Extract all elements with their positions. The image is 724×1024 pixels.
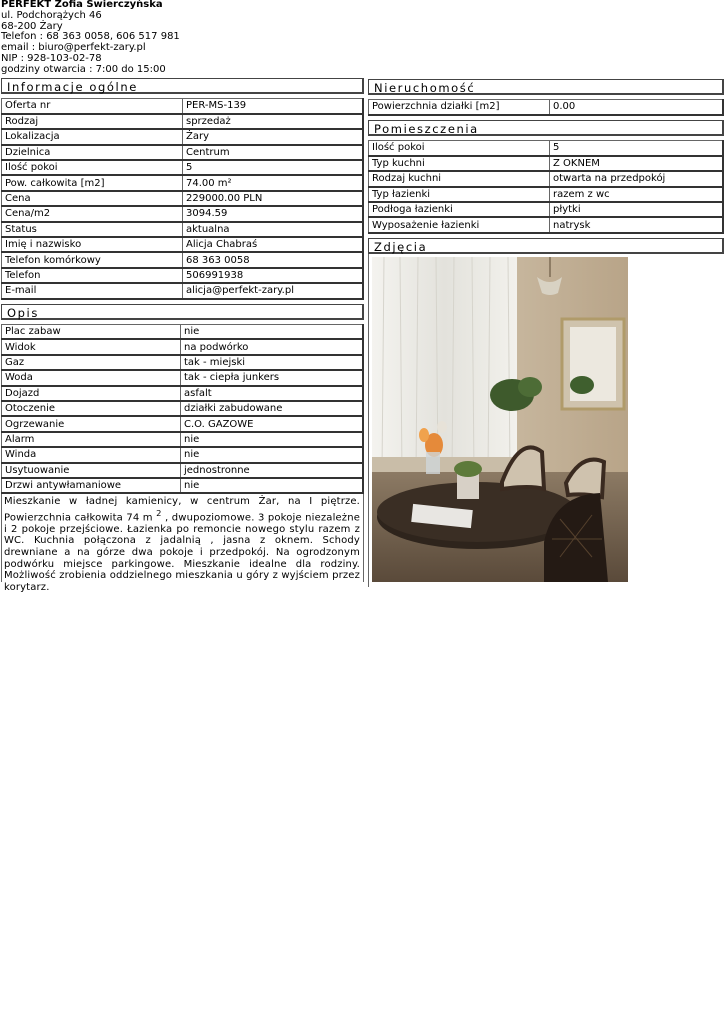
general-info-row (2, 252, 364, 267)
opis-label: Winda (2, 447, 181, 462)
opis-label: Widok (2, 339, 181, 354)
opis-value: nie (181, 432, 364, 447)
opis-label: Dojazd (2, 386, 181, 401)
opis-value: tak - ciepła junkers (181, 370, 364, 385)
property-description (1, 494, 364, 593)
description-superscript: 2 (156, 507, 162, 518)
opis-value: jednostronne (181, 463, 364, 478)
pomieszczenia-label: Rodzaj kuchni (369, 171, 550, 186)
pomieszczenia-row (369, 217, 724, 232)
opis-label: Plac zabaw (2, 324, 181, 339)
opis-value: nie (181, 447, 364, 462)
general-info-row (2, 160, 364, 175)
photo-frame (368, 254, 724, 587)
general-info-row (2, 268, 364, 283)
opis-table (1, 324, 364, 495)
general-info-row (2, 283, 364, 298)
agency-header (1, 0, 180, 76)
general-info-label: Lokalizacja (2, 129, 183, 144)
general-info-row (2, 191, 364, 206)
pomieszczenia-value: Z OKNEM (550, 156, 724, 171)
company-phone: Telefon : 68 363 0058, 606 517 981 (1, 31, 180, 43)
opis-label: Gaz (2, 355, 181, 370)
pomieszczenia-value: 5 (550, 140, 724, 155)
general-info-value: Centrum (183, 145, 364, 160)
pomieszczenia-label: Podłoga łazienki (369, 202, 550, 217)
opis-row (2, 386, 364, 401)
opis-row (2, 401, 364, 416)
pomieszczenia-label: Wyposażenie łazienki (369, 217, 550, 232)
opis-value: tak - miejski (181, 355, 364, 370)
opis-value: na podwórko (181, 339, 364, 354)
opis-label: Woda (2, 370, 181, 385)
general-info-value: alicja@perfekt-zary.pl (183, 283, 364, 298)
opis-row (2, 339, 364, 354)
opis-label: Ogrzewanie (2, 416, 181, 431)
general-info-label: Status (2, 222, 183, 237)
general-info-row (2, 129, 364, 144)
opis-title: Opis (1, 304, 364, 320)
general-info-label: Ilość pokoi (2, 160, 183, 175)
pomieszczenia-row (369, 202, 724, 217)
pomieszczenia-label: Ilość pokoi (369, 140, 550, 155)
general-info-label: Cena (2, 191, 183, 206)
company-street: ul. Podchorążych 46 (1, 9, 102, 21)
general-info-value: 3094.59 (183, 206, 364, 221)
pomieszczenia-value: płytki (550, 202, 724, 217)
nieruchomosc-value: 0.00 (550, 100, 724, 115)
general-info-value: Alicja Chabraś (183, 237, 364, 252)
opis-value: asfalt (181, 386, 364, 401)
general-info-value: Żary (183, 129, 364, 144)
general-info-label: Pow. całkowita [m2] (2, 175, 183, 190)
company-email: email : biuro@perfekt-zary.pl (1, 42, 146, 54)
pomieszczenia-row (369, 140, 724, 155)
general-info-title: Informacje ogólne (1, 78, 364, 94)
opis-value: nie (181, 324, 364, 339)
opis-row (2, 370, 364, 385)
opis-row (2, 324, 364, 339)
company-name: PERFEKT Zofia Świerczyńska (1, 0, 163, 10)
general-info-label: Dzielnica (2, 145, 183, 160)
company-nip: NIP : 928-103-02-78 (1, 52, 102, 64)
general-info-row (2, 206, 364, 221)
nieruchomosc-title: Nieruchomość (368, 79, 724, 95)
right-column (368, 79, 724, 587)
description-text-2: , dwupoziomowe. 3 pokoje niezależne i 2 pokoje przejściowe. Łazienka po remoncie nowego stylu razem z WC. Kuchnia połączona z jadalnią , jasna z oknem. Schody drewniane a na górze dwa pokoje i przedpokój. Na ogrodzonym podwórku miejsce parkingowe. Mieszkanie idealne dla rodziny. Możliwość zrobienia oddzielnego mieszkania u góry z wyjściem przez korytarz. (4, 512, 360, 593)
pomieszczenia-title: Pomieszczenia (368, 120, 724, 136)
opis-label: Usytuowanie (2, 463, 181, 478)
general-info-value: PER-MS-139 (183, 99, 364, 114)
opis-label: Otoczenie (2, 401, 181, 416)
opis-row (2, 355, 364, 370)
general-info-value: aktualna (183, 222, 364, 237)
nieruchomosc-label: Powierzchnia działki [m2] (369, 100, 550, 115)
general-info-row (2, 114, 364, 129)
property-photo[interactable] (372, 257, 628, 582)
general-info-label: Telefon (2, 268, 183, 283)
opis-row (2, 463, 364, 478)
general-info-value: 68 363 0058 (183, 252, 364, 267)
pomieszczenia-value: natrysk (550, 217, 724, 232)
opis-value: C.O. GAZOWE (181, 416, 364, 431)
general-info-value: 74.00 m² (183, 175, 364, 190)
opis-label: Drzwi antywłamaniowe (2, 478, 181, 493)
nieruchomosc-row (369, 100, 724, 115)
pomieszczenia-label: Typ kuchni (369, 156, 550, 171)
general-info-value: 5 (183, 160, 364, 175)
pomieszczenia-row (369, 171, 724, 186)
nieruchomosc-table (368, 99, 724, 116)
opis-row (2, 478, 364, 493)
opis-label: Alarm (2, 432, 181, 447)
zdjecia-title: Zdjęcia (368, 238, 724, 254)
general-info-label: Telefon komórkowy (2, 252, 183, 267)
general-info-label: E-mail (2, 283, 183, 298)
pomieszczenia-value: razem z wc (550, 187, 724, 202)
general-info-table (1, 98, 364, 300)
description-text-1: Mieszkanie w ładnej kamienicy, w centrum Żar, na I piętrze. Powierzchnia całkowita 74 m (4, 496, 360, 524)
general-info-row (2, 175, 364, 190)
general-info-row (2, 145, 364, 160)
general-info-row (2, 99, 364, 114)
company-hours: godziny otwarcia : 7:00 do 15:00 (1, 63, 166, 75)
opis-value: działki zabudowane (181, 401, 364, 416)
general-info-label: Oferta nr (2, 99, 183, 114)
opis-row (2, 432, 364, 447)
general-info-row (2, 237, 364, 252)
opis-row (2, 416, 364, 431)
company-city: 68-200 Żary (1, 20, 63, 32)
general-info-value: 506991938 (183, 268, 364, 283)
general-info-label: Rodzaj (2, 114, 183, 129)
pomieszczenia-label: Typ łazienki (369, 187, 550, 202)
general-info-row (2, 222, 364, 237)
pomieszczenia-row (369, 156, 724, 171)
pomieszczenia-row (369, 187, 724, 202)
general-info-label: Cena/m2 (2, 206, 183, 221)
general-info-value: sprzedaż (183, 114, 364, 129)
left-column (1, 78, 364, 593)
pomieszczenia-table (368, 140, 724, 234)
general-info-value: 229000.00 PLN (183, 191, 364, 206)
opis-row (2, 447, 364, 462)
general-info-label: Imię i nazwisko (2, 237, 183, 252)
pomieszczenia-value: otwarta na przedpokój (550, 171, 724, 186)
opis-value: nie (181, 478, 364, 493)
